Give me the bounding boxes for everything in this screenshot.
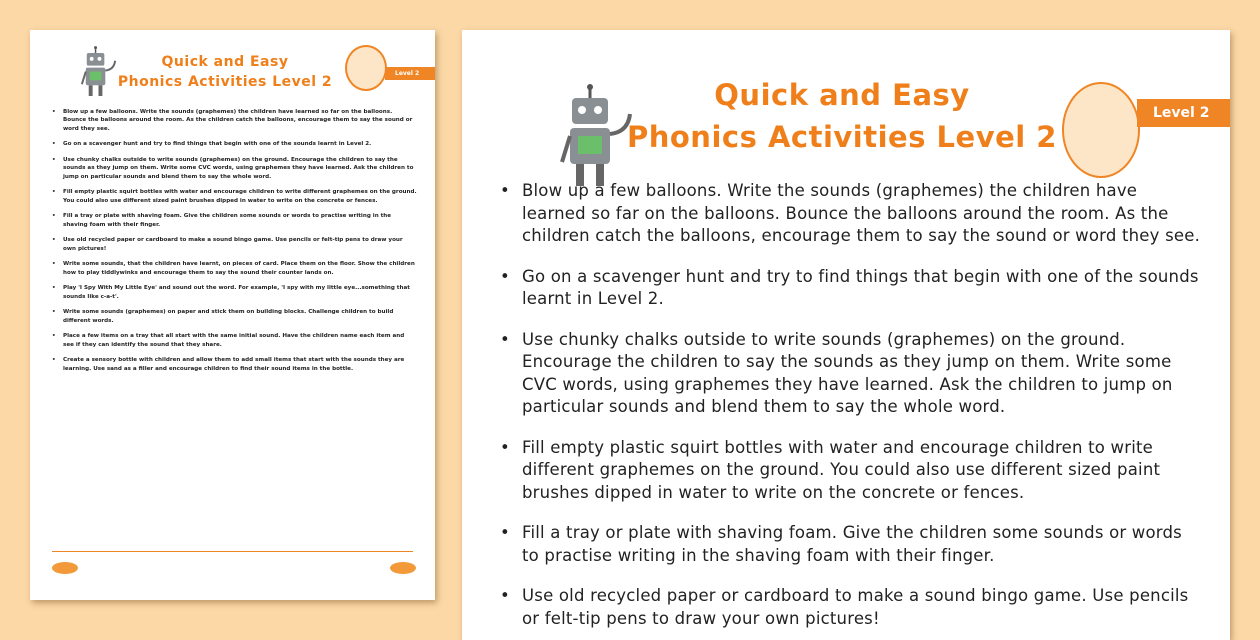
activity-item (52, 332, 417, 349)
activity-item (500, 585, 1200, 630)
document-title: Quick and Easy Phonics Activities Level 2 (626, 78, 1057, 154)
activity-item (52, 284, 417, 301)
activity-text: Go on a scavenger hunt and try to find things that begin with one of the sounds learnt in Level 2. (522, 266, 1199, 308)
activity-text: Use old recycled paper or cardboard to make a sound bingo game. Use pencils or felt-tip pens to draw your own pictures! (63, 237, 403, 252)
activity-text: Play 'I Spy With My Little Eye' and sound out the word. For example, 'I spy with my little eye...something that sounds like c-a-t'. (63, 285, 410, 300)
activity-list (52, 108, 417, 380)
activity-text: Use chunky chalks outside to write sounds (graphemes) on the ground. Encourage the children to say the sounds as they jump on them. Write some CVC words, using graphemes they have learned. Ask the children to jump on particular sounds and blend them to say the whole word. (63, 157, 414, 180)
activity-text: Write some sounds (graphemes) on paper and stick them on building blocks. Challenge children to build different words. (63, 309, 394, 324)
bullet-icon: • (52, 189, 56, 196)
activity-text: Use old recycled paper or cardboard to make a sound bingo game. Use pencils or felt-tip pens to draw your own pictures! (522, 586, 1189, 628)
bullet-icon: • (52, 261, 56, 268)
activity-item (52, 212, 417, 229)
activity-item (52, 108, 417, 133)
bullet-icon: • (500, 329, 510, 349)
bullet-icon: • (500, 181, 510, 200)
level-badge: Level 2 (1137, 99, 1230, 127)
document-title: Quick and Easy Phonics Activities Level 2 (117, 54, 333, 90)
activity-item (52, 260, 417, 277)
activity-item (52, 356, 417, 373)
activity-text: Fill empty plastic squirt bottles with water and encourage children to write different graphemes on the ground. You could also use different sized paint brushes dipped in water to write on the concrete or fences. (522, 437, 1161, 502)
level-badge: Level 2 (385, 67, 435, 80)
bullet-icon: • (52, 285, 56, 292)
bullet-icon: • (52, 309, 56, 316)
bullet-icon: • (52, 213, 56, 220)
activity-item (52, 308, 417, 325)
bullet-icon: • (52, 109, 56, 115)
activity-text: Go on a scavenger hunt and try to find things that begin with one of the sounds learnt in Level 2. (63, 141, 372, 148)
activity-text: Write some sounds, that the children have learnt, on pieces of card. Place them on the floor. Show the children how to play tiddlywinks and encourage them to say the sound their counter lands on. (63, 261, 415, 276)
activity-item (500, 522, 1200, 567)
activity-item (52, 156, 417, 181)
bullet-icon: • (500, 586, 510, 605)
activity-text: Fill empty plastic squirt bottles with water and encourage children to write different graphemes on the ground. You could also use different sized paint brushes dipped in water to write on the concrete or fences. (63, 189, 417, 204)
children-illustration-icon (345, 45, 387, 91)
activity-item (500, 329, 1200, 419)
activity-item (52, 188, 417, 205)
bullet-icon: • (52, 237, 56, 244)
bullet-icon: • (500, 437, 510, 457)
page-preview (462, 30, 1230, 640)
activity-text: Fill a tray or plate with shaving foam. Give the children some sounds or words to practise writing in the shaving foam with their finger. (522, 523, 1182, 565)
activity-text: Create a sensory bottle with children and allow them to add small items that start with the sounds they are learning. Use sand as a filler and encourage children to find their sound items in the bottle. (63, 357, 405, 372)
footer-divider (52, 551, 413, 552)
activity-text: Place a few items on a tray that all start with the same initial sound. Have the children name each item and see if they can identify the sound that they share. (63, 333, 405, 348)
activity-text: Blow up a few balloons. Write the sounds (graphemes) the children have learned so far on the balloons. Bounce the balloons around the room. As the children catch the balloons, encourage them to say the sound or word they see. (522, 181, 1201, 245)
bullet-icon: • (52, 333, 56, 340)
activity-item (500, 266, 1200, 311)
activity-item (52, 236, 417, 253)
children-illustration-icon (1062, 82, 1140, 178)
brand-logo-icon (52, 562, 78, 574)
brand-logo-icon (390, 562, 416, 574)
bullet-icon: • (52, 141, 56, 148)
page-thumbnail[interactable] (30, 30, 435, 600)
activity-item (500, 180, 1200, 248)
activity-item (500, 437, 1200, 505)
bullet-icon: • (52, 157, 56, 163)
bullet-icon: • (52, 357, 56, 364)
activity-item (52, 140, 417, 148)
activity-text: Use chunky chalks outside to write sounds (graphemes) on the ground. Encourage the children to say the sounds as they jump on them. Write some CVC words, using graphemes they have learned. Ask the children to jump on particular sounds and blend them to say the whole word. (522, 329, 1173, 416)
bullet-icon: • (500, 523, 510, 542)
activity-text: Blow up a few balloons. Write the sounds (graphemes) the children have learned so far on the balloons. Bounce the balloons around the room. As the children catch the balloons, encourage them to say the sound or word they see. (63, 109, 413, 132)
activity-text: Fill a tray or plate with shaving foam. Give the children some sounds or words to practise writing in the shaving foam with their finger. (63, 213, 392, 228)
activity-list (500, 180, 1200, 640)
bullet-icon: • (500, 266, 510, 286)
